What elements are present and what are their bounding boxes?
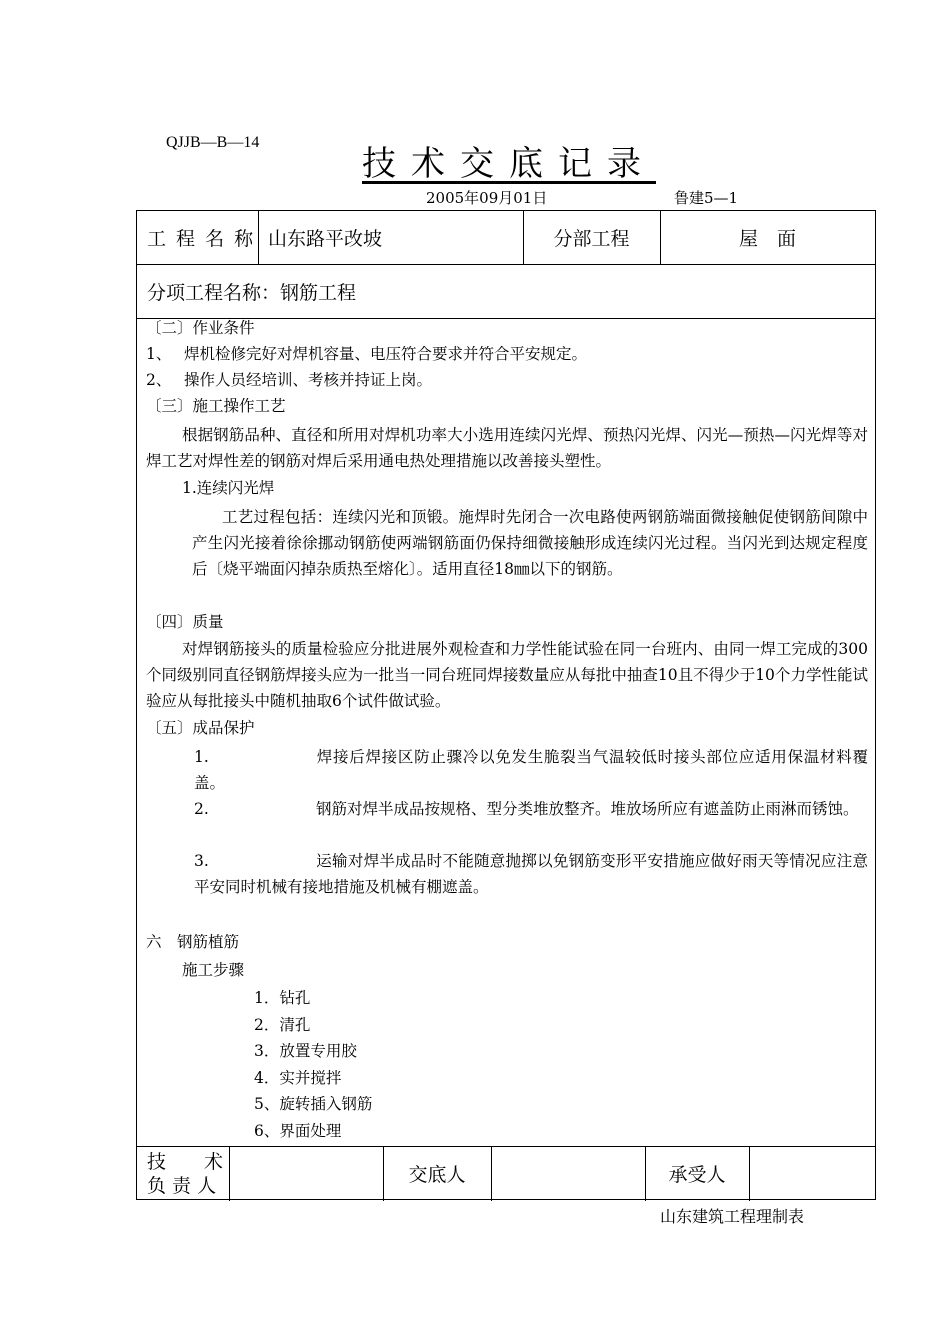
section-2-item: 1、 焊机检修完好对焊机容量、电压符合要求并符合平安规定。 xyxy=(146,345,588,363)
list-item: 4．实并搅拌 xyxy=(254,1068,342,1087)
document-date: 2005年09月01日 xyxy=(426,189,548,207)
section-6-title: 六 钢筋植筋 xyxy=(146,933,240,951)
table-divider xyxy=(491,1146,492,1201)
list-item-number: 2. xyxy=(194,800,209,818)
list-item xyxy=(194,796,868,848)
section-6-steps xyxy=(254,985,372,1144)
document-number: 鲁建5—1 xyxy=(674,189,739,207)
table-divider xyxy=(229,1146,230,1201)
section-3-subtitle: 1.连续闪光焊 xyxy=(182,479,275,497)
list-item xyxy=(194,848,868,900)
list-item-number: 3. xyxy=(194,852,209,870)
handover-label: 交底人 xyxy=(408,1164,466,1186)
receiver-label: 承受人 xyxy=(668,1164,726,1186)
list-item: 1．钻孔 xyxy=(254,989,311,1007)
section-3-paragraph: 根据钢筋品种、直径和所用对焊机功率大小选用连续闪光焊、预热闪光焊、闪光—预热—闪光焊等对焊工艺对焊性差的钢筋对焊后采用通电热处理措施以改善接头塑性。 xyxy=(146,426,868,470)
subitem-name: 分项工程名称：钢筋工程 xyxy=(147,281,357,304)
list-item: 6、界面处理 xyxy=(254,1121,342,1140)
table-divider xyxy=(749,1146,750,1201)
section-3-sub-paragraph: 工艺过程包括：连续闪光和顶锻。施焊时先闭合一次电路使两钢筋端面微接触促使钢筋间隙中产生闪光接着徐徐挪动钢筋使两端钢筋面仍保持细微接触形成连续闪光过程。当闪光到达规定程度后〔烧平端面闪掉杂质热至熔化〕。适用直径18㎜以下的钢筋。 xyxy=(192,508,868,578)
page-title: 技术交底记录 xyxy=(362,144,656,184)
list-item: 2．清孔 xyxy=(254,1015,311,1034)
list-item: 3．放置专用胶 xyxy=(254,1042,357,1060)
list-item-number: 1. xyxy=(194,748,209,766)
division-value: 屋 面 xyxy=(738,228,796,250)
section-4-paragraph: 对焊钢筋接头的质量检验应分批进展外观检查和力学性能试验在同一台班内、由同一焊工完成的300个同级别同直径钢筋焊接头应为一批当一同台班同焊接数量应从每批中抽查10且不得少于10个力学性能试验应从每批接头中随机抽取6个试件做试验。 xyxy=(146,640,868,710)
list-item xyxy=(194,744,868,796)
section-5-list xyxy=(194,744,868,900)
list-item: 5、旋转插入钢筋 xyxy=(254,1095,373,1113)
list-item-text: 焊接后焊接区防止骤冷以免发生脆裂当气温较低时接头部位应适用保温材料覆盖。 xyxy=(194,748,868,792)
section-3-title: 〔三〕施工操作工艺 xyxy=(146,397,286,415)
project-name-value: 山东路平改坡 xyxy=(268,228,383,250)
tech-lead-label xyxy=(147,1150,229,1198)
section-5-title: 〔五〕成品保护 xyxy=(146,719,255,737)
section-2-item: 2、 操作人员经培训、考核并持证上岗。 xyxy=(146,371,433,389)
table-divider xyxy=(258,211,259,264)
form-code: QJJB—B—14 xyxy=(166,134,260,151)
section-4-title: 〔四〕质量 xyxy=(146,613,224,631)
list-item-text: 钢筋对焊半成品按规格、型分类堆放整齐。堆放场所应有遮盖防止雨淋而锈蚀。 xyxy=(316,800,859,818)
list-item-text: 运输对焊半成品时不能随意抛掷以免钢筋变形平安措施应做好雨天等情况应注意平安同时机械有接地措施及机械有棚遮盖。 xyxy=(194,852,868,896)
section-6-subtitle: 施工步骤 xyxy=(182,961,245,979)
tech-lead-label-line1: 技 术 xyxy=(147,1151,224,1173)
footer-note: 山东建筑工程理制表 xyxy=(660,1207,805,1226)
tech-lead-label-line2: 负 责 人 xyxy=(147,1175,217,1197)
section-2-title: 〔二〕作业条件 xyxy=(146,319,255,337)
project-name-label: 工 程 名 称 xyxy=(147,228,256,250)
table-divider xyxy=(137,1146,875,1147)
division-label: 分部工程 xyxy=(553,228,630,250)
